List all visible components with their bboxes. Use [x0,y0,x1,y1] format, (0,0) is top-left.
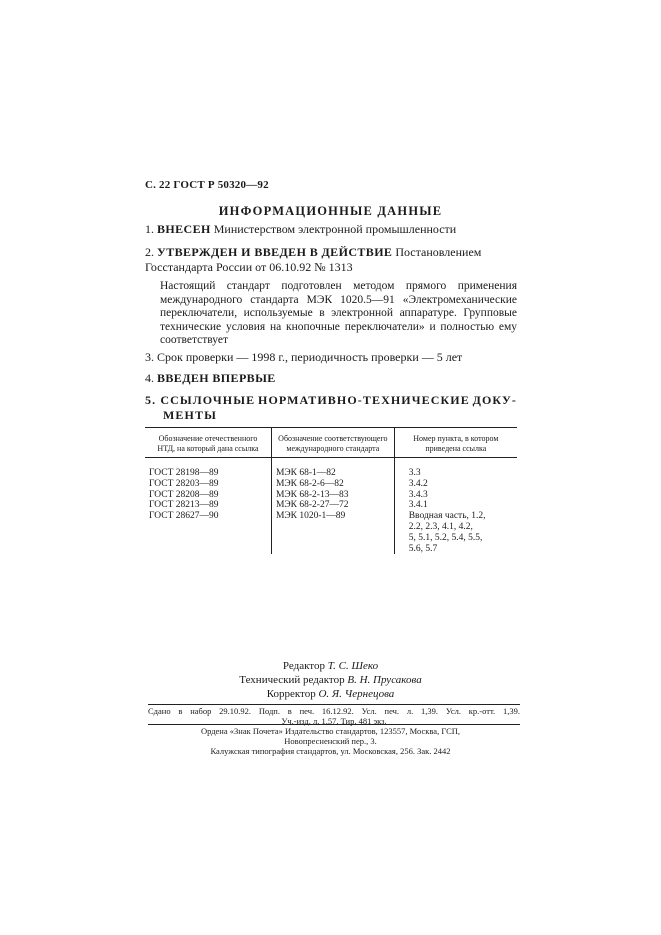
table-cell-line: 5, 5.1, 5.2, 5.4, 5.5, [408,532,483,543]
table-cell-line: ГОСТ 28208—89 [149,489,219,500]
table-cell-line: ГОСТ 28203—89 [149,478,219,489]
heading-word: НОРМАТИВНО-ТЕХНИЧЕСКИЕ [258,393,470,407]
editor-line [0,659,661,673]
item-4 [145,371,517,386]
publisher-line: Ордена «Знак Почета» Издательство стандартов, 123557, Москва, ГСП, [200,726,461,736]
item-number: 4. [145,371,154,385]
publisher-block [0,726,661,756]
editor-role: Корректор [266,688,316,700]
item-text: Срок проверки — 1998 г., периодичность проверки — 5 лет [154,350,463,364]
editor-name: В. Н. Прусакова [347,674,422,686]
editor-line [0,687,661,701]
print-details [148,706,520,726]
column-header: Номер пункта, в котором приведена ссылка [394,428,517,458]
table-cell-line: 3.3 [408,468,421,478]
table-cell-line: ГОСТ 28627—90 [149,511,219,522]
editors-block [0,659,661,701]
print-details-line: Сдано в набор 29.10.92. Подп. в печ. 16.12.92. Усл. печ. л. 1,39. Усл. кр.-отт. 1,39. [148,706,520,716]
page-header: С. 22 ГОСТ Р 50320—92 [145,179,269,191]
item-5-heading [145,393,517,423]
column-header: Обозначение отечественного НТД, на который дана ссылка [145,428,271,458]
editor-role: Редактор [282,660,325,672]
table-cell-line: МЭК 68-2-27—72 [275,500,349,511]
item-number: 3. [145,350,154,364]
item-1 [145,222,517,237]
divider [148,724,520,725]
table-cell-line: МЭК 68-1—82 [275,468,336,478]
table-cell-line: 3.4.3 [408,489,428,500]
table-row [145,458,517,555]
table-cell-line: ГОСТ 28213—89 [149,500,219,511]
heading-word: ССЫЛОЧНЫЕ [160,393,256,407]
table-cell-line: МЭК 68-2-13—83 [275,489,349,500]
item-bold-text: ВВЕДЕН ВПЕРВЫЕ [157,371,276,385]
table-cell-line: 2.2, 2.3, 4.1, 4.2, [408,521,473,532]
item-3 [145,350,517,365]
table-cell-line: 3.4.1 [408,500,428,511]
editor-name: О. Я. Чернецова [318,688,395,700]
clause-numbers-cell [394,458,517,555]
heading-word: МЕНТЫ [163,408,217,422]
table-cell-line: Вводная часть, 1.2, [408,511,486,522]
heading-word: ДОКУ- [472,393,517,407]
editor-name: Т. С. Шеко [327,660,379,672]
divider [148,704,520,705]
table-cell-line: МЭК 1020-1—89 [275,511,346,522]
column-header: Обозначение соответствующего международного стандарта [271,428,394,458]
references-table [145,427,517,554]
item-number: 5. [145,393,157,407]
print-details-line: Уч.-изд. л. 1,57. Тир. 481 экз. [281,716,387,726]
table-cell-line: МЭК 68-2-6—82 [275,478,344,489]
editor-line [0,673,661,687]
table-cell-line: 5.6, 5.7 [408,543,438,554]
international-docs-cell [271,458,394,555]
standard-note-paragraph: Настоящий стандарт подготовлен методом прямого применения международного стандарта МЭК 1020.5—91 «Электромеханические переключатели, используемые в электронной аппаратуре. Групповые технические условия на кнопочные переключатели» и полностью ему соответствует [160,280,517,347]
item-text: Министерством электронной промышленности [210,222,457,236]
publisher-line: Калужская типография стандартов, ул. Московская, 256. Зак. 2442 [210,746,451,756]
table-cell-line: 3.4.2 [408,478,428,489]
item-bold-text: УТВЕРЖДЕН И ВВЕДЕН В ДЕЙСТВИЕ [157,245,393,259]
table-cell-line: ГОСТ 28198—89 [149,468,219,478]
item-number: 1. [145,222,154,236]
publisher-line: Новопресненский пер., 3. [284,736,377,746]
section-title: ИНФОРМАЦИОННЫЕ ДАННЫЕ [218,204,443,218]
item-number: 2. [145,245,154,259]
item-2 [145,245,517,275]
item-text: Постановлением Госстандарта России от 06.10.92 № 1313 [145,245,482,274]
item-bold-text: ВНЕСЕН [157,222,211,236]
editor-role: Технический редактор [239,674,345,686]
national-docs-cell [145,458,271,555]
